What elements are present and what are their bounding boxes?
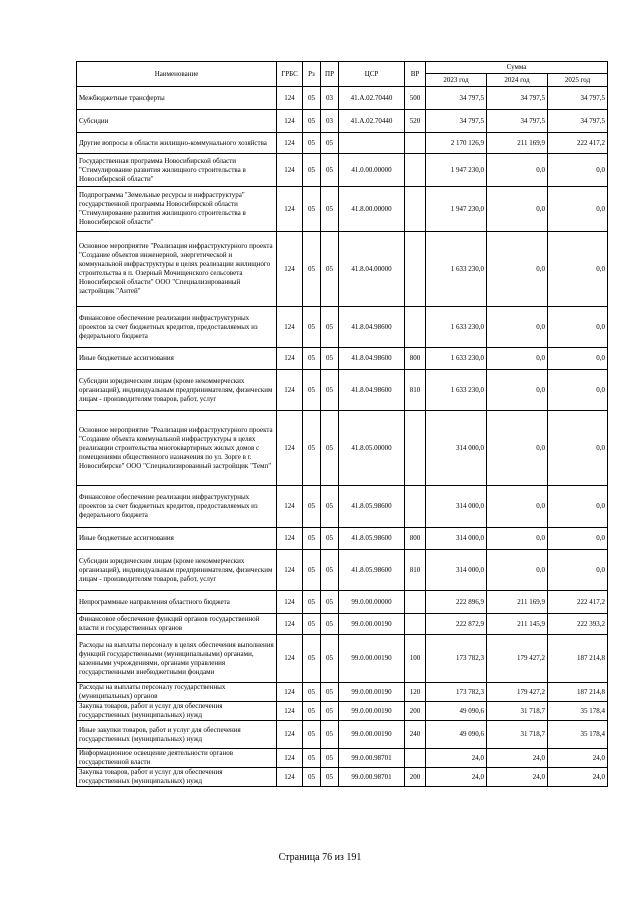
cell-sum-2024: 0,0 [487, 411, 548, 486]
cell-rz: 05 [303, 721, 321, 749]
cell-rz: 05 [303, 187, 321, 232]
cell-name: Подпрограмма "Земельные ресурсы и инфраструктура" государственной программы Новосибирской области "Стимулирование развития жилищного строительства в Новосибирской области" [77, 187, 277, 232]
cell-sum-2024: 34 797,5 [487, 87, 548, 110]
table-row [77, 370, 608, 411]
cell-vr [405, 591, 426, 614]
cell-name: Финансовое обеспечение реализации инфраструктурных проектов за счет бюджетных кредитов, предоставляемых из федерального бюджета [77, 307, 277, 348]
cell-name: Основное мероприятие "Реализация инфраструктурного проекта "Создание объекта коммунальной инфраструктуры в целях реализации строительства многоквартирных жилых домов с помещениями общественного назначения по ул. Зорге в г. Новосибирске" ООО "Специализированный застройщик "Темп" [77, 411, 277, 486]
cell-sum-2024: 211 169,9 [487, 133, 548, 154]
cell-sum-2023: 222 896,9 [426, 591, 487, 614]
cell-rz: 05 [303, 702, 321, 721]
cell-rz: 05 [303, 550, 321, 591]
cell-rz: 05 [303, 486, 321, 528]
cell-sum-2025: 187 214,8 [548, 635, 608, 683]
cell-sum-2024: 0,0 [487, 187, 548, 232]
cell-pr: 05 [321, 528, 339, 550]
cell-csr: 41.А.02.70440 [339, 110, 405, 133]
cell-csr: 99.0.00.98701 [339, 749, 405, 768]
table-row [77, 768, 608, 787]
cell-sum-2025: 34 797,5 [548, 87, 608, 110]
cell-sum-2024: 179 427,2 [487, 683, 548, 702]
cell-grbs: 124 [277, 702, 303, 721]
cell-sum-2024: 24,0 [487, 768, 548, 787]
cell-name: Расходы на выплаты персоналу в целях обеспечения выполнения функций государственными (муниципальными) органами, казенными учреждениями, органами управления государственными внебюджетными фондами [77, 635, 277, 683]
page-number: Страница 76 из 191 [278, 852, 362, 863]
table-row [77, 154, 608, 187]
cell-sum-2025: 0,0 [548, 550, 608, 591]
table-row [77, 528, 608, 550]
cell-grbs: 124 [277, 87, 303, 110]
cell-csr: 41.А.02.70440 [339, 87, 405, 110]
cell-pr: 05 [321, 749, 339, 768]
table-row [77, 749, 608, 768]
cell-name: Иные бюджетные ассигнования [77, 528, 277, 550]
cell-grbs: 124 [277, 721, 303, 749]
cell-csr: 41.8.05.98600 [339, 486, 405, 528]
header-grbs: ГРБС [277, 62, 303, 87]
cell-sum-2023: 34 797,5 [426, 110, 487, 133]
cell-pr: 05 [321, 635, 339, 683]
cell-vr: 800 [405, 348, 426, 370]
cell-grbs: 124 [277, 187, 303, 232]
table-row [77, 87, 608, 110]
table-row [77, 486, 608, 528]
cell-sum-2025: 34 797,5 [548, 110, 608, 133]
table-row [77, 110, 608, 133]
header-year-2024: 2024 год [487, 74, 548, 87]
cell-rz: 05 [303, 87, 321, 110]
cell-pr: 05 [321, 683, 339, 702]
cell-pr: 05 [321, 348, 339, 370]
cell-grbs: 124 [277, 683, 303, 702]
cell-vr: 200 [405, 768, 426, 787]
cell-pr: 03 [321, 87, 339, 110]
cell-vr [405, 411, 426, 486]
cell-rz: 05 [303, 683, 321, 702]
cell-sum-2024: 24,0 [487, 749, 548, 768]
cell-sum-2024: 0,0 [487, 154, 548, 187]
table-row [77, 232, 608, 307]
cell-csr: 41.0.00.00000 [339, 154, 405, 187]
cell-sum-2025: 0,0 [548, 187, 608, 232]
cell-sum-2025: 0,0 [548, 486, 608, 528]
cell-rz: 05 [303, 614, 321, 635]
cell-vr [405, 154, 426, 187]
cell-name: Субсидии [77, 110, 277, 133]
cell-name: Субсидии юридическим лицам (кроме некоммерческих организаций), индивидуальным предпринимателям, физическим лицам - производителям товаров, работ, услуг [77, 550, 277, 591]
cell-csr: 99.0.00.00190 [339, 702, 405, 721]
cell-name: Другие вопросы в области жилищно-коммунального хозяйства [77, 133, 277, 154]
cell-grbs: 124 [277, 749, 303, 768]
cell-sum-2023: 1 947 230,0 [426, 154, 487, 187]
cell-vr: 200 [405, 702, 426, 721]
header-vr: ВР [405, 62, 426, 87]
cell-sum-2023: 1 633 230,0 [426, 370, 487, 411]
cell-csr: 41.8.05.98600 [339, 528, 405, 550]
cell-sum-2025: 222 417,2 [548, 591, 608, 614]
cell-name: Финансовое обеспечение функций органов государственной власти и государственных органов [77, 614, 277, 635]
cell-grbs: 124 [277, 550, 303, 591]
header-name: Наименование [77, 62, 277, 87]
cell-pr: 05 [321, 614, 339, 635]
cell-sum-2025: 0,0 [548, 307, 608, 348]
table-row [77, 348, 608, 370]
cell-grbs: 124 [277, 411, 303, 486]
header-pr: ПР [321, 62, 339, 87]
header-year-2023: 2023 год [426, 74, 487, 87]
cell-sum-2024: 31 718,7 [487, 702, 548, 721]
cell-vr: 100 [405, 635, 426, 683]
cell-rz: 05 [303, 232, 321, 307]
cell-csr: 41.8.04.00000 [339, 232, 405, 307]
budget-table [76, 61, 608, 787]
cell-vr [405, 232, 426, 307]
cell-sum-2024: 0,0 [487, 370, 548, 411]
cell-pr: 05 [321, 133, 339, 154]
cell-sum-2025: 0,0 [548, 154, 608, 187]
cell-pr: 05 [321, 768, 339, 787]
cell-vr: 520 [405, 110, 426, 133]
cell-grbs: 124 [277, 591, 303, 614]
cell-sum-2025: 222 417,2 [548, 133, 608, 154]
cell-pr: 03 [321, 110, 339, 133]
cell-sum-2023: 1 633 230,0 [426, 232, 487, 307]
cell-sum-2023: 1 633 230,0 [426, 348, 487, 370]
cell-sum-2023: 1 633 230,0 [426, 307, 487, 348]
cell-csr: 99.0.00.00190 [339, 614, 405, 635]
cell-grbs: 124 [277, 370, 303, 411]
budget-table-container [76, 61, 607, 787]
cell-sum-2025: 187 214,8 [548, 683, 608, 702]
table-row [77, 187, 608, 232]
cell-vr [405, 486, 426, 528]
cell-name: Финансовое обеспечение реализации инфраструктурных проектов за счет бюджетных кредитов, предоставляемых из федерального бюджета [77, 486, 277, 528]
cell-csr: 41.8.05.98600 [339, 550, 405, 591]
header-year-2025: 2025 год [548, 74, 608, 87]
cell-rz: 05 [303, 133, 321, 154]
cell-sum-2023: 314 000,0 [426, 411, 487, 486]
cell-sum-2024: 0,0 [487, 486, 548, 528]
cell-pr: 05 [321, 370, 339, 411]
cell-pr: 05 [321, 591, 339, 614]
cell-name: Непрограммные направления областного бюджета [77, 591, 277, 614]
cell-vr [405, 614, 426, 635]
cell-name: Межбюджетные трансферты [77, 87, 277, 110]
cell-name: Закупка товаров, работ и услуг для обеспечения государственных (муниципальных) нужд [77, 702, 277, 721]
cell-rz: 05 [303, 768, 321, 787]
cell-sum-2023: 34 797,5 [426, 87, 487, 110]
cell-sum-2023: 49 090,6 [426, 721, 487, 749]
cell-vr: 120 [405, 683, 426, 702]
cell-vr [405, 133, 426, 154]
cell-sum-2025: 0,0 [548, 411, 608, 486]
table-row [77, 133, 608, 154]
table-row [77, 591, 608, 614]
cell-pr: 05 [321, 411, 339, 486]
cell-sum-2025: 24,0 [548, 768, 608, 787]
cell-vr [405, 187, 426, 232]
cell-sum-2024: 179 427,2 [487, 635, 548, 683]
cell-csr: 41.8.04.98600 [339, 348, 405, 370]
cell-sum-2024: 0,0 [487, 307, 548, 348]
cell-grbs: 124 [277, 528, 303, 550]
cell-csr [339, 133, 405, 154]
cell-sum-2023: 1 947 230,0 [426, 187, 487, 232]
cell-sum-2023: 173 782,3 [426, 683, 487, 702]
cell-grbs: 124 [277, 232, 303, 307]
cell-sum-2024: 0,0 [487, 348, 548, 370]
cell-sum-2024: 0,0 [487, 528, 548, 550]
cell-sum-2025: 35 178,4 [548, 721, 608, 749]
cell-sum-2024: 34 797,5 [487, 110, 548, 133]
cell-vr: 500 [405, 87, 426, 110]
cell-sum-2023: 314 000,0 [426, 550, 487, 591]
table-row [77, 702, 608, 721]
cell-csr: 99.0.00.00190 [339, 635, 405, 683]
cell-pr: 05 [321, 232, 339, 307]
cell-csr: 41.8.00.00000 [339, 187, 405, 232]
table-row [77, 307, 608, 348]
cell-csr: 99.0.00.00190 [339, 721, 405, 749]
cell-vr [405, 307, 426, 348]
cell-sum-2023: 222 872,9 [426, 614, 487, 635]
cell-sum-2025: 35 178,4 [548, 702, 608, 721]
cell-vr: 240 [405, 721, 426, 749]
cell-grbs: 124 [277, 133, 303, 154]
cell-grbs: 124 [277, 348, 303, 370]
cell-csr: 99.0.00.00190 [339, 683, 405, 702]
cell-sum-2024: 211 169,9 [487, 591, 548, 614]
cell-rz: 05 [303, 591, 321, 614]
cell-pr: 05 [321, 486, 339, 528]
cell-grbs: 124 [277, 154, 303, 187]
header-rz: Рз [303, 62, 321, 87]
cell-sum-2023: 24,0 [426, 768, 487, 787]
cell-name: Иные бюджетные ассигнования [77, 348, 277, 370]
table-body [77, 87, 608, 787]
cell-name: Основное мероприятие "Реализация инфраструктурного проекта "Создание объектов инженерной, энергетической и коммунальной инфраструктуры в целях реализации жилищного строительства в п. Озерный Мочищенского сельсовета Новосибирской области" ООО "Специализированный застройщик "Антей" [77, 232, 277, 307]
cell-rz: 05 [303, 528, 321, 550]
cell-sum-2025: 222 393,2 [548, 614, 608, 635]
cell-pr: 05 [321, 307, 339, 348]
cell-pr: 05 [321, 154, 339, 187]
cell-csr: 99.0.00.00000 [339, 591, 405, 614]
cell-sum-2023: 49 090,6 [426, 702, 487, 721]
cell-sum-2024: 211 145,9 [487, 614, 548, 635]
cell-sum-2025: 0,0 [548, 348, 608, 370]
cell-csr: 99.0.00.98701 [339, 768, 405, 787]
cell-rz: 05 [303, 635, 321, 683]
cell-sum-2023: 314 000,0 [426, 486, 487, 528]
cell-name: Государственная программа Новосибирской области "Стимулирование развития жилищного строительства в Новосибирской области" [77, 154, 277, 187]
cell-sum-2023: 24,0 [426, 749, 487, 768]
cell-name: Иные закупки товаров, работ и услуг для обеспечения государственных (муниципальных) нужд [77, 721, 277, 749]
cell-pr: 05 [321, 187, 339, 232]
cell-rz: 05 [303, 370, 321, 411]
cell-grbs: 124 [277, 307, 303, 348]
cell-sum-2024: 31 718,7 [487, 721, 548, 749]
cell-pr: 05 [321, 702, 339, 721]
table-row [77, 614, 608, 635]
cell-sum-2025: 0,0 [548, 528, 608, 550]
cell-pr: 05 [321, 550, 339, 591]
cell-sum-2024: 0,0 [487, 550, 548, 591]
cell-name: Субсидии юридическим лицам (кроме некоммерческих организаций), индивидуальным предпринимателям, физическим лицам - производителям товаров, работ, услуг [77, 370, 277, 411]
cell-rz: 05 [303, 411, 321, 486]
cell-vr: 810 [405, 370, 426, 411]
table-row [77, 411, 608, 486]
cell-pr: 05 [321, 721, 339, 749]
cell-name: Расходы на выплаты персоналу государственных (муниципальных) органов [77, 683, 277, 702]
cell-sum-2025: 0,0 [548, 232, 608, 307]
cell-sum-2025: 24,0 [548, 749, 608, 768]
table-row [77, 721, 608, 749]
cell-rz: 05 [303, 110, 321, 133]
cell-grbs: 124 [277, 635, 303, 683]
cell-rz: 05 [303, 348, 321, 370]
cell-grbs: 124 [277, 614, 303, 635]
cell-rz: 05 [303, 307, 321, 348]
cell-rz: 05 [303, 154, 321, 187]
cell-vr: 800 [405, 528, 426, 550]
header-csr: ЦСР [339, 62, 405, 87]
cell-sum-2023: 314 000,0 [426, 528, 487, 550]
cell-vr [405, 749, 426, 768]
cell-sum-2023: 2 170 126,9 [426, 133, 487, 154]
cell-grbs: 124 [277, 110, 303, 133]
cell-sum-2023: 173 782,3 [426, 635, 487, 683]
table-row [77, 550, 608, 591]
cell-sum-2025: 0,0 [548, 370, 608, 411]
cell-csr: 41.8.04.98600 [339, 370, 405, 411]
cell-grbs: 124 [277, 768, 303, 787]
table-row [77, 635, 608, 683]
cell-rz: 05 [303, 749, 321, 768]
cell-vr: 810 [405, 550, 426, 591]
cell-csr: 41.8.05.00000 [339, 411, 405, 486]
cell-grbs: 124 [277, 486, 303, 528]
header-sum: Сумма [426, 62, 608, 74]
table-row [77, 683, 608, 702]
cell-name: Информационное освещение деятельности органов государственной власти [77, 749, 277, 768]
cell-sum-2024: 0,0 [487, 232, 548, 307]
cell-csr: 41.8.04.98600 [339, 307, 405, 348]
cell-name: Закупка товаров, работ и услуг для обеспечения государственных (муниципальных) нужд [77, 768, 277, 787]
